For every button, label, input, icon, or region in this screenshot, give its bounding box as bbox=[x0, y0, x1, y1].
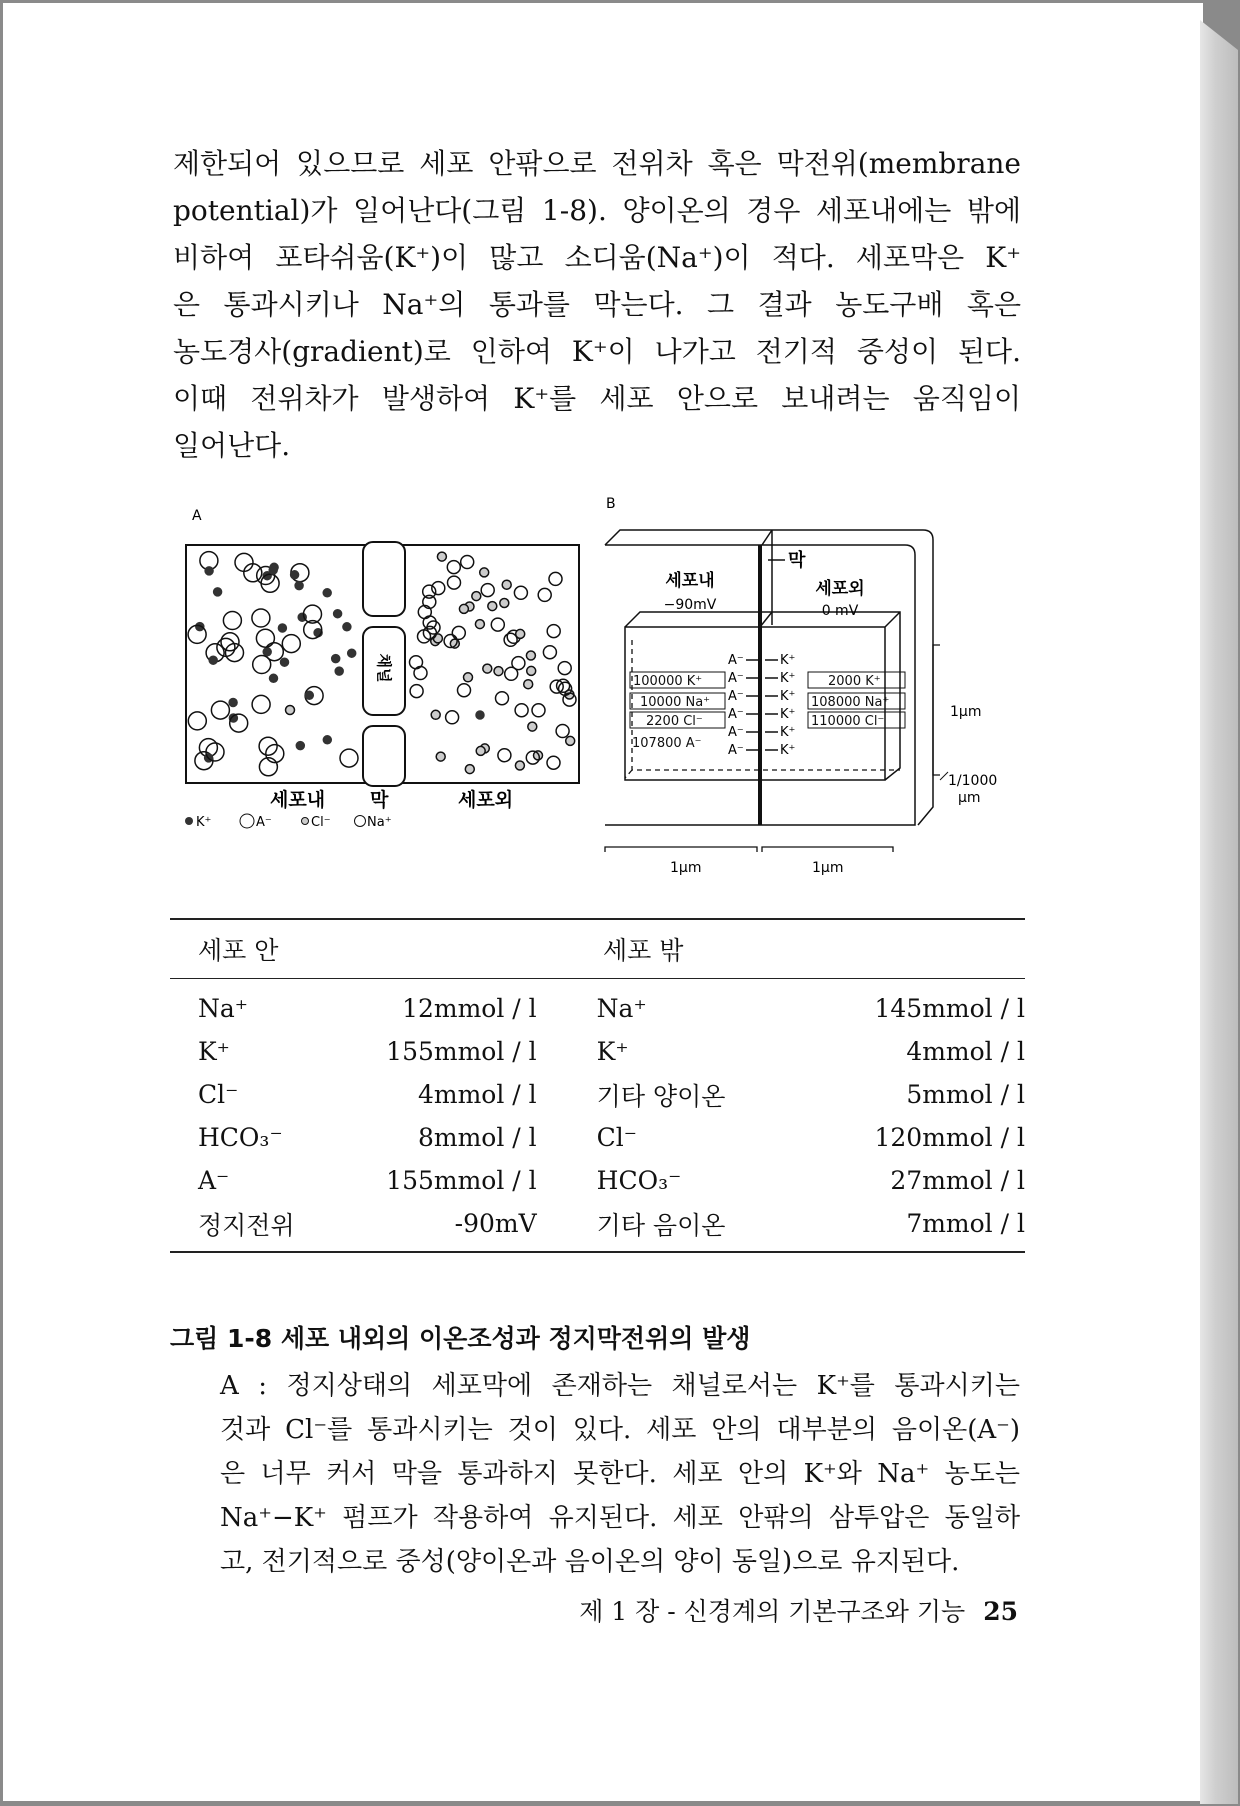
outside-ion: 기타 음이온 bbox=[596, 1210, 726, 1240]
outside-ion: 110000 Cl⁻ bbox=[811, 714, 885, 729]
cl-ion bbox=[476, 746, 485, 755]
legend-na: Na⁺ bbox=[367, 815, 392, 830]
a-ion bbox=[252, 609, 270, 627]
legend bbox=[185, 814, 392, 830]
membrane-label: 막 bbox=[370, 789, 389, 811]
k-ion bbox=[332, 655, 340, 663]
k-ion bbox=[323, 589, 331, 597]
k-ion bbox=[214, 588, 222, 596]
cl-ion bbox=[515, 761, 524, 770]
table-row bbox=[170, 1073, 1025, 1116]
k-legend-marker bbox=[185, 817, 193, 825]
na-ion bbox=[432, 582, 445, 595]
anion-label: A⁻ bbox=[728, 707, 744, 722]
k-ion bbox=[281, 658, 289, 666]
table-row bbox=[170, 1202, 1025, 1245]
outside-label: 세포외 bbox=[815, 579, 865, 599]
na-ion bbox=[547, 756, 560, 769]
legend-a: A⁻ bbox=[256, 815, 272, 830]
body-line: 이때 전위차가 발생하여 K⁺를 세포 안으로 보내려는 움직임이 bbox=[173, 382, 1021, 415]
body-line: 일어난다. bbox=[173, 429, 291, 462]
k-ion bbox=[335, 667, 343, 675]
na-ion bbox=[410, 685, 423, 698]
cl-ion bbox=[431, 710, 440, 719]
height-scale: 1μm bbox=[950, 704, 982, 720]
inside-ion: A⁻ bbox=[198, 1166, 230, 1195]
na-ion bbox=[556, 725, 569, 738]
body-line: 제한되어 있으므로 세포 안팎으로 전위차 혹은 막전위(membrane bbox=[173, 147, 1021, 180]
outside-ion: 기타 양이온 bbox=[596, 1081, 726, 1111]
k-ion bbox=[296, 742, 304, 750]
k-ion bbox=[209, 656, 217, 664]
cation-label: K⁺ bbox=[780, 743, 796, 758]
na-ion bbox=[547, 625, 560, 638]
k-ion bbox=[278, 624, 286, 632]
a-ion bbox=[206, 743, 224, 761]
caption-line: A : 정지상태의 세포막에 존재하는 채널로서는 K⁺를 통과시키는 bbox=[220, 1371, 1020, 1401]
legend-k: K⁺ bbox=[196, 815, 212, 830]
a-ion bbox=[188, 712, 206, 730]
na-ion bbox=[446, 711, 459, 724]
na-ion bbox=[532, 704, 545, 717]
figure-caption bbox=[170, 1314, 1020, 1584]
cl-ion bbox=[472, 592, 481, 601]
na-ion bbox=[458, 684, 471, 697]
cl-ion bbox=[480, 568, 489, 577]
channel-label: 채널 bbox=[375, 653, 393, 683]
table-row bbox=[170, 1030, 1025, 1073]
outside-ion: K⁺ bbox=[596, 1037, 629, 1066]
outside-ion: 108000 Na⁺ bbox=[811, 695, 890, 710]
na-ion bbox=[498, 749, 511, 762]
caption-line: 것과 Cl⁻를 통과시키는 것이 있다. 세포 안의 대부분의 음이온(A⁻) bbox=[220, 1415, 1020, 1445]
width-scale-inside: 1μm bbox=[670, 860, 702, 876]
na-ion bbox=[452, 626, 465, 639]
cation-label: K⁺ bbox=[780, 671, 796, 686]
na-ion bbox=[549, 572, 562, 585]
inside-ion: Na⁺ bbox=[198, 994, 248, 1023]
k-ion bbox=[295, 582, 303, 590]
cl-legend-marker bbox=[302, 818, 309, 825]
ion-concentration-table bbox=[170, 918, 1025, 1253]
na-ion bbox=[461, 556, 474, 569]
body-line: potential)가 일어난다(그림 1-8). 양이온의 경우 세포내에는 밖에 bbox=[173, 194, 1021, 227]
a-ion bbox=[211, 701, 229, 719]
inside-ion: 107800 A⁻ bbox=[632, 736, 702, 751]
header-inside: 세포 안 bbox=[198, 936, 279, 965]
outside-value: 145mmol / l bbox=[874, 994, 1025, 1023]
figure-b-label: B bbox=[606, 496, 616, 512]
k-ion bbox=[476, 711, 484, 719]
figure-a-ion-distribution bbox=[180, 500, 600, 840]
width-scale-outside: 1μm bbox=[812, 860, 844, 876]
cl-ion bbox=[534, 751, 543, 760]
k-ion bbox=[263, 648, 271, 656]
na-ion bbox=[410, 656, 423, 669]
cation-label: K⁺ bbox=[780, 725, 796, 740]
inside-value: 8mmol / l bbox=[417, 1123, 537, 1152]
cl-ion bbox=[527, 666, 536, 675]
na-ion bbox=[447, 561, 460, 574]
caption-line: 고, 전기적으로 중성(양이온과 음이온의 양이 동일)으로 유지된다. bbox=[220, 1547, 960, 1577]
figure-b-membrane-model bbox=[600, 490, 1040, 890]
cation-label: K⁺ bbox=[780, 689, 796, 704]
cation-label: K⁺ bbox=[780, 653, 796, 668]
a-ion bbox=[259, 737, 277, 755]
a-ion bbox=[252, 695, 270, 713]
outside-label: 세포외 bbox=[458, 789, 514, 811]
cl-ion bbox=[483, 664, 492, 673]
running-footer bbox=[579, 1592, 1018, 1628]
inside-value: -90mV bbox=[454, 1209, 537, 1238]
k-ion bbox=[291, 571, 299, 579]
inside-ion: 100000 K⁺ bbox=[633, 674, 703, 689]
inside-value: 12mmol / l bbox=[402, 994, 537, 1023]
na-legend-marker bbox=[355, 816, 366, 827]
a-ion bbox=[230, 714, 248, 732]
a-ion bbox=[282, 635, 300, 653]
anion-label: A⁻ bbox=[728, 653, 744, 668]
na-ion bbox=[543, 646, 556, 659]
body-line: 은 통과시키나 Na⁺의 통과를 막는다. 그 결과 농도구배 혹은 bbox=[173, 288, 1021, 321]
outside-potential: 0 mV bbox=[821, 603, 859, 619]
anion-label: A⁻ bbox=[728, 725, 744, 740]
a-ion bbox=[340, 749, 358, 767]
k-ion bbox=[334, 610, 342, 618]
table-row bbox=[170, 1159, 1025, 1202]
anion-label: A⁻ bbox=[728, 671, 744, 686]
inside-potential: −90mV bbox=[663, 597, 717, 613]
k-ion bbox=[305, 691, 313, 699]
body-paragraph bbox=[173, 140, 1021, 469]
table-row bbox=[170, 987, 1025, 1030]
a-ion bbox=[221, 633, 239, 651]
caption-line: 은 너무 커서 막을 통과하지 못한다. 세포 안의 K⁺와 Na⁺ 농도는 bbox=[220, 1459, 1020, 1489]
outside-value: 27mmol / l bbox=[890, 1166, 1025, 1195]
cl-ion bbox=[526, 651, 535, 660]
inside-label: 세포내 bbox=[665, 571, 715, 591]
membrane-segment bbox=[363, 542, 405, 616]
inside-ion: 2200 Cl⁻ bbox=[646, 714, 703, 729]
outside-value: 5mmol / l bbox=[906, 1080, 1025, 1109]
na-ion bbox=[491, 618, 504, 631]
k-ion bbox=[229, 699, 237, 707]
cl-ion bbox=[502, 580, 511, 589]
a-ion bbox=[256, 629, 274, 647]
inside-ion: HCO₃⁻ bbox=[198, 1123, 283, 1152]
k-ion bbox=[270, 674, 278, 682]
k-ion bbox=[343, 623, 351, 631]
na-ion bbox=[481, 584, 494, 597]
na-ion bbox=[496, 692, 509, 705]
outside-value: 120mmol / l bbox=[874, 1123, 1025, 1152]
cl-ion bbox=[494, 667, 503, 676]
inside-ion: Cl⁻ bbox=[198, 1080, 239, 1109]
outside-ion: 2000 K⁺ bbox=[828, 674, 881, 689]
k-ion bbox=[348, 649, 356, 657]
membrane-label: 막 bbox=[788, 550, 806, 571]
depth-scale: 1/1000 bbox=[948, 773, 998, 789]
cl-ion bbox=[286, 706, 295, 715]
cl-ion bbox=[437, 552, 446, 561]
legend-cl: Cl⁻ bbox=[311, 815, 331, 830]
inside-value: 155mmol / l bbox=[386, 1166, 537, 1195]
body-line: 비하여 포타쉬움(K⁺)이 많고 소디움(Na⁺)이 적다. 세포막은 K⁺ bbox=[173, 241, 1021, 274]
cl-ion bbox=[524, 680, 533, 689]
outside-value: 4mmol / l bbox=[906, 1037, 1025, 1066]
page-number: 25 bbox=[983, 1597, 1018, 1626]
inside-label: 세포내 bbox=[270, 789, 326, 811]
inside-value: 4mmol / l bbox=[417, 1080, 537, 1109]
na-ion bbox=[538, 588, 551, 601]
membrane-segment bbox=[363, 726, 405, 786]
a-ion bbox=[253, 656, 271, 674]
outside-ion: HCO₃⁻ bbox=[596, 1166, 682, 1195]
na-ion bbox=[558, 662, 571, 675]
table-bottom-rule bbox=[170, 1251, 1025, 1253]
inside-ion: K⁺ bbox=[198, 1037, 230, 1066]
chapter-title: 제 1 장 - 신경계의 기본구조와 기능 bbox=[579, 1597, 966, 1626]
outside-value: 7mmol / l bbox=[906, 1209, 1025, 1238]
caption-title: 그림 1-8 세포 내외의 이온조성과 정지막전위의 발생 bbox=[170, 1324, 751, 1353]
cation-label: K⁺ bbox=[780, 707, 796, 722]
na-ion bbox=[515, 704, 528, 717]
cl-ion bbox=[475, 620, 484, 629]
header-outside: 세포 밖 bbox=[603, 936, 684, 965]
a-ion bbox=[223, 612, 241, 630]
page-stack-edge bbox=[1200, 20, 1238, 1804]
cl-ion bbox=[500, 599, 509, 608]
inside-ion: 10000 Na⁺ bbox=[640, 695, 711, 710]
k-ion bbox=[323, 736, 331, 744]
cl-ion bbox=[464, 673, 473, 682]
inside-value: 155mmol / l bbox=[386, 1037, 537, 1066]
cl-ion bbox=[465, 765, 474, 774]
k-ion bbox=[205, 567, 213, 575]
cl-ion bbox=[528, 722, 537, 731]
outside-ion: Na⁺ bbox=[596, 994, 647, 1023]
outside-ion: Cl⁻ bbox=[596, 1123, 637, 1152]
anion-label: A⁻ bbox=[728, 743, 744, 758]
depth-scale-unit: μm bbox=[958, 790, 981, 806]
na-ion bbox=[514, 586, 527, 599]
k-ion bbox=[269, 566, 277, 574]
caption-line: Na⁺−K⁺ 펌프가 작용하여 유지된다. 세포 안팎의 삼투압은 동일하 bbox=[220, 1503, 1020, 1533]
anion-label: A⁻ bbox=[728, 689, 744, 704]
cl-ion bbox=[566, 736, 575, 745]
body-line: 농도경사(gradient)로 인하여 K⁺이 나가고 전기적 중성이 된다. bbox=[173, 335, 1021, 368]
inside-ion: 정지전위 bbox=[198, 1210, 295, 1240]
cl-ion bbox=[488, 602, 497, 611]
na-ion bbox=[448, 576, 461, 589]
cl-ion bbox=[516, 629, 525, 638]
table-row bbox=[170, 1116, 1025, 1159]
figure-a-label: A bbox=[192, 508, 202, 524]
cl-ion bbox=[433, 634, 442, 643]
cl-ion bbox=[436, 752, 445, 761]
cl-ion bbox=[459, 604, 468, 613]
a-legend-marker bbox=[240, 814, 254, 828]
na-ion bbox=[512, 657, 525, 670]
table-header bbox=[170, 920, 1025, 978]
